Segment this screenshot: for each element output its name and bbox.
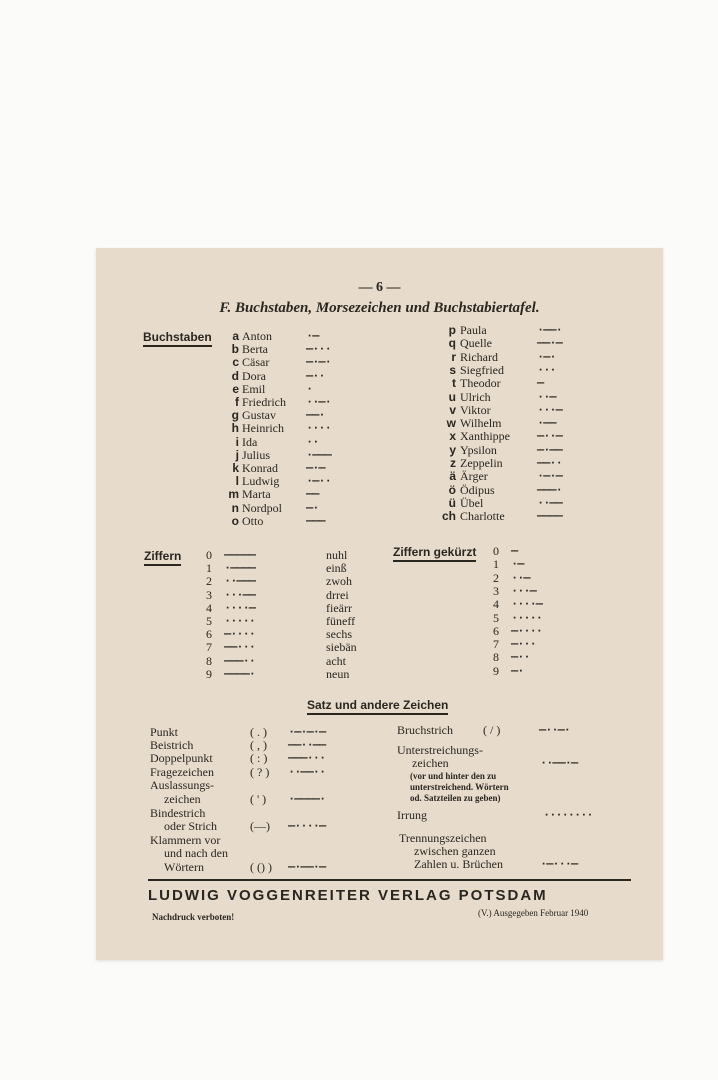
letter-name: Gustav: [242, 408, 276, 423]
letter-name: Dora: [242, 368, 266, 383]
letter: u: [448, 389, 456, 404]
morse-code: —··: [511, 650, 530, 665]
digit-row: [206, 587, 349, 602]
satz-title: Satz und andere Zeichen: [307, 698, 448, 715]
morse-code: ·———: [306, 447, 331, 462]
bruchstrich-row: [397, 723, 571, 737]
short-digit-row: [493, 650, 530, 665]
digit: 8: [493, 650, 499, 665]
digit: 9: [206, 666, 212, 681]
letter-row: [432, 389, 556, 404]
short-digit-row: [493, 570, 530, 585]
letter-name: Ulrich: [460, 389, 491, 404]
morse-code: ·····: [511, 610, 543, 625]
letter: v: [449, 402, 456, 417]
unterstreichung-note1: (vor und hinter den zu: [410, 771, 497, 781]
letter-name: Marta: [242, 487, 271, 502]
letter-row: [432, 376, 544, 391]
letter-row: [432, 349, 556, 364]
digit-row: [206, 600, 352, 615]
letter-row: [432, 416, 556, 431]
letter: i: [235, 434, 239, 449]
letter-name: Übel: [460, 495, 484, 510]
morse-code: ·————·: [288, 792, 326, 806]
punctuation-name: zeichen: [164, 792, 201, 806]
punctuation-name: Doppelpunkt: [150, 751, 213, 765]
letter-name: Richard: [460, 349, 498, 364]
morse-code: ————·: [224, 666, 256, 681]
letter-row: [432, 429, 562, 444]
unterstreichung-morse: ··——·—: [540, 756, 578, 770]
morse-code: ·—·: [537, 349, 556, 364]
digit: 5: [206, 614, 212, 628]
bruchstrich-sign: ( / ): [483, 723, 501, 737]
letter-row: [432, 495, 562, 510]
morse-code: —: [537, 376, 544, 391]
short-digit-row: [493, 597, 543, 612]
morse-code: —···: [306, 342, 331, 357]
letter-row: [214, 395, 331, 409]
morse-code: —·——·—: [288, 860, 326, 874]
digit: 3: [206, 587, 212, 602]
letter-name: Nordpol: [242, 500, 282, 515]
irrung-row: [397, 808, 593, 822]
letter-name: Ärger: [460, 469, 488, 484]
letter: n: [231, 500, 239, 515]
trennung-line3: Zahlen u. Brüchen: [414, 857, 503, 871]
bruchstrich-morse: —··—·: [539, 723, 571, 737]
letter-name: Theodor: [460, 376, 501, 391]
letter-row: [432, 469, 562, 484]
digit: 8: [206, 653, 212, 668]
letter: b: [231, 342, 239, 357]
letter: ch: [441, 509, 456, 524]
letter-name: Ida: [242, 434, 258, 449]
digit-word: füneff: [326, 614, 356, 628]
letter-row: [432, 509, 562, 524]
punctuation-row: [150, 779, 214, 792]
letter: q: [448, 336, 456, 351]
punctuation-sign: (—): [250, 819, 270, 833]
digit: 4: [206, 600, 212, 615]
punctuation-name: oder Strich: [164, 819, 217, 833]
irrung-morse: ········: [543, 808, 593, 822]
punctuation-name: Fragezeichen: [150, 765, 214, 779]
letter: a: [232, 329, 239, 343]
letter-row: [214, 474, 331, 489]
digit: 6: [493, 623, 499, 638]
punctuation-row: [164, 860, 326, 874]
punctuation-sign: ( : ): [250, 751, 268, 765]
letter: d: [231, 368, 239, 383]
digit-row: [206, 653, 346, 668]
digit-row: [206, 561, 347, 576]
trennung-morse: ·—···—: [540, 857, 578, 871]
publisher: LUDWIG VOGGENREITER VERLAG POTSDAM: [148, 887, 548, 904]
short-digit-row: [493, 610, 543, 625]
letter: ü: [448, 495, 456, 510]
letter-row: [214, 447, 331, 462]
digit-word: neun: [326, 666, 350, 681]
letter-name: Viktor: [460, 402, 491, 417]
punctuation-sign: ( () ): [250, 860, 272, 874]
morse-code: ·——·: [537, 323, 562, 337]
letter-name: Ludwig: [242, 474, 280, 489]
morse-code: ·: [306, 381, 313, 396]
punctuation-row: [164, 819, 326, 833]
digit: 7: [206, 640, 212, 655]
digit-row: [206, 574, 352, 589]
letter-name: Xanthippe: [460, 429, 510, 444]
morse-code: ·—: [306, 329, 319, 343]
letter: s: [449, 362, 456, 377]
letter-row: [432, 362, 556, 377]
letter-name: Quelle: [460, 336, 492, 351]
letter: r: [451, 349, 456, 364]
digit-row: [206, 627, 352, 642]
page-title: F. Buchstaben, Morsezeichen und Buchstabiertafel.: [219, 300, 540, 316]
letter: m: [228, 487, 239, 502]
letter-name: Ypsilon: [460, 442, 497, 457]
digit: 4: [493, 597, 499, 612]
morse-code: ——···: [224, 640, 256, 655]
morse-code: ——·: [306, 408, 325, 423]
footer-issued: (V.) Ausgegeben Februar 1940: [478, 908, 589, 918]
ziffern-label: Ziffern: [144, 549, 181, 566]
morse-code: ··—: [537, 389, 556, 404]
morse-code: ···—: [511, 583, 536, 598]
letter-row: [214, 461, 325, 475]
letter-row: [214, 500, 319, 515]
morse-code: ···—: [537, 402, 562, 417]
digit: 1: [493, 557, 499, 572]
morse-code: —····—: [288, 819, 326, 833]
short-digit-row: [493, 663, 524, 678]
letter: ö: [448, 482, 456, 497]
letter: o: [231, 513, 239, 528]
morse-code: —: [511, 544, 518, 558]
unterstreichung-note3: od. Satzteilen zu geben): [410, 793, 501, 803]
punctuation-name: Auslassungs-: [150, 778, 215, 792]
letter-name: Friedrich: [242, 395, 286, 409]
digit-word: sechs: [326, 627, 352, 642]
letter: l: [235, 474, 239, 489]
morse-code: ··—·: [306, 395, 331, 409]
morse-code: ····—: [511, 597, 543, 612]
letter-row: [214, 513, 325, 528]
digit: 0: [493, 544, 499, 558]
morse-code: ·——: [537, 416, 556, 431]
footer-divider: [148, 879, 631, 881]
letter: e: [232, 381, 239, 396]
footer-note: Nachdruck verboten!: [152, 912, 235, 922]
morse-code: —————: [224, 548, 256, 562]
punctuation-sign: ( . ): [250, 725, 267, 739]
letter-row: [214, 368, 325, 383]
letter: y: [449, 442, 456, 457]
morse-code: —·—·: [306, 355, 331, 370]
digit-word: einß: [326, 561, 347, 576]
letter-name: Emil: [242, 381, 266, 396]
letter-name: Anton: [242, 329, 272, 343]
morse-code: ·····: [224, 614, 256, 628]
digit-row: [206, 614, 356, 628]
morse-code: ——··——: [288, 738, 326, 752]
morse-code: —····: [224, 627, 256, 642]
morse-code: ———···: [288, 751, 326, 765]
morse-code: —·: [306, 500, 319, 515]
digit-word: acht: [326, 653, 346, 668]
letter-name: Heinrich: [242, 421, 284, 436]
letter: g: [231, 408, 239, 423]
letter: c: [232, 355, 239, 370]
morse-code: —···: [511, 637, 536, 652]
letter: z: [450, 456, 456, 470]
letter-row: [214, 355, 331, 370]
punctuation-sign: ( ? ): [250, 765, 270, 779]
morse-code: ··: [306, 434, 319, 449]
letter-name: Paula: [460, 323, 487, 337]
morse-code: ··——: [537, 495, 562, 510]
short-digit-row: [493, 623, 543, 638]
digit-word: siebän: [326, 640, 357, 655]
morse-code: —··: [306, 368, 325, 383]
letter-name: Cäsar: [242, 355, 270, 370]
morse-code: —·: [511, 663, 524, 678]
morse-code: ·—··: [306, 474, 331, 489]
digit-row: [206, 666, 350, 681]
punctuation-name: Klammern vor: [150, 833, 221, 847]
letter-row: [214, 421, 331, 436]
short-digit-row: [493, 544, 518, 558]
irrung-name: Irrung: [397, 808, 427, 822]
digit-row: [206, 548, 348, 562]
letter-name: Otto: [242, 513, 264, 528]
morse-code: ····—: [224, 600, 256, 615]
buchstaben-label: Buchstaben: [143, 330, 212, 347]
letter: k: [232, 461, 239, 475]
morse-code: ·—·—·—: [288, 725, 326, 739]
letter: w: [446, 416, 456, 431]
punctuation-name: und nach den: [164, 846, 228, 860]
morse-code: ··——··: [288, 765, 326, 779]
letter-row: [432, 482, 562, 497]
morse-code: ···: [537, 362, 556, 377]
morse-code: ··—: [511, 570, 530, 585]
page-number: — 6 —: [358, 280, 401, 295]
morse-code: ———: [306, 513, 325, 528]
letter-name: Siegfried: [460, 362, 504, 377]
letter-row: [432, 323, 562, 337]
digit: 3: [493, 583, 499, 598]
trennung-line1: Trennungszeichen: [399, 831, 487, 845]
digit: 2: [206, 574, 212, 589]
morse-code: ···——: [224, 587, 256, 602]
letter: x: [449, 429, 456, 444]
punctuation-name: Wörtern: [164, 860, 204, 874]
digit-word: fieärr: [326, 600, 352, 615]
digit-word: nuhl: [326, 548, 348, 562]
short-digit-row: [493, 637, 536, 652]
punctuation-sign: ( ' ): [250, 792, 267, 806]
trennung-line2: zwischen ganzen: [414, 844, 496, 858]
short-digit-row: [493, 557, 524, 572]
punctuation-name: Punkt: [150, 725, 179, 739]
letter-row: [214, 381, 313, 396]
letter-row: [214, 408, 325, 423]
letter: j: [235, 447, 239, 462]
digit: 5: [493, 610, 499, 625]
short-digit-row: [493, 583, 536, 598]
punctuation-name: Bindestrich: [150, 806, 206, 820]
letter-name: Ödipus: [460, 482, 495, 497]
morse-code: —····: [511, 623, 543, 638]
bruchstrich-name: Bruchstrich: [397, 723, 453, 737]
letter: ä: [449, 469, 456, 484]
morse-code: ——: [306, 487, 319, 502]
ziffern-gekuerzt-label: Ziffern gekürzt: [393, 545, 476, 562]
letter: f: [235, 395, 239, 409]
letter-name: Charlotte: [460, 509, 505, 524]
digit: 0: [206, 548, 212, 562]
morse-code: ····: [306, 421, 331, 436]
morse-code: ———·: [537, 482, 562, 497]
digit-row: [206, 640, 357, 655]
punctuation-row: [150, 751, 326, 765]
digit: 6: [206, 627, 212, 642]
letter: t: [452, 376, 456, 391]
letter-row: [432, 456, 562, 470]
morse-code: ··———: [224, 574, 256, 589]
letter-row: [432, 402, 562, 417]
morse-code: —·——: [537, 442, 562, 457]
punctuation-sign: ( , ): [250, 738, 267, 752]
digit: 2: [493, 570, 499, 585]
letter-name: Wilhelm: [460, 416, 502, 431]
unterstreichung-line1: Unterstreichungs-: [397, 743, 483, 757]
letter-name: Julius: [242, 447, 271, 462]
letter-name: Berta: [242, 342, 268, 357]
morse-code: —··—: [537, 429, 562, 444]
letter-row: [214, 329, 319, 343]
digit-word: zwoh: [326, 574, 352, 589]
letter-name: Zeppelin: [460, 456, 503, 470]
punctuation-name: Beistrich: [150, 738, 194, 752]
letter-row: [214, 434, 319, 449]
morse-code: ——··: [537, 456, 562, 470]
letter-row: [214, 342, 331, 357]
document-page: [96, 248, 663, 960]
morse-code: ·————: [224, 561, 256, 576]
morse-code: ————: [537, 509, 562, 524]
digit-word: drrei: [326, 587, 349, 602]
digit: 9: [493, 663, 499, 678]
digit: 1: [206, 561, 212, 576]
morse-code: —·—: [306, 461, 325, 475]
letter-row: [432, 442, 562, 457]
morse-code: ——·—: [537, 336, 562, 351]
punctuation-row: [164, 792, 326, 806]
letter-row: [214, 487, 319, 502]
unterstreichung-note2: unterstreichend. Wörtern: [410, 782, 509, 792]
morse-code: ———··: [224, 653, 256, 668]
letter: h: [231, 421, 239, 436]
letter-row: [432, 336, 562, 351]
unterstreichung-line2: zeichen: [412, 756, 449, 770]
digit: 7: [493, 637, 499, 652]
letter: p: [448, 323, 456, 337]
morse-code: ·—·—: [537, 469, 562, 484]
morse-code: ·—: [511, 557, 524, 572]
letter-name: Konrad: [242, 461, 278, 475]
punctuation-row: [164, 847, 228, 860]
